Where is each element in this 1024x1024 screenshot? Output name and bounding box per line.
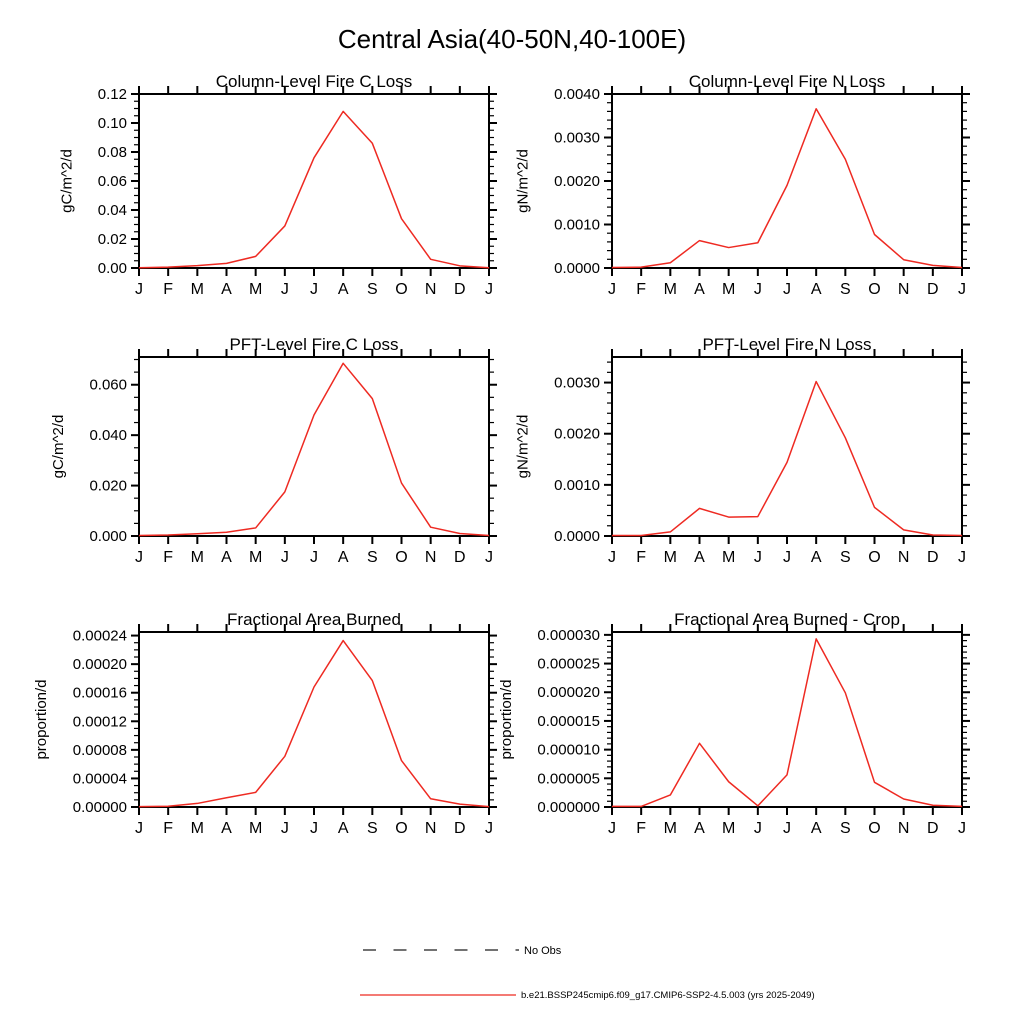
- x-tick-label: A: [337, 281, 349, 298]
- x-tick-label: J: [310, 549, 318, 566]
- page-title: Central Asia(40-50N,40-100E): [337, 24, 687, 54]
- x-tick-label: J: [135, 281, 143, 298]
- x-tick-label: D: [454, 820, 466, 837]
- x-tick-label: M: [663, 549, 677, 566]
- x-tick-label: S: [366, 549, 378, 566]
- x-tick-label: J: [135, 549, 143, 566]
- x-tick-label: J: [280, 549, 289, 566]
- x-tick-label: N: [424, 549, 437, 566]
- x-tick-label: O: [868, 549, 881, 566]
- x-tick-label: D: [927, 281, 939, 298]
- y-tick-label: 0.0010: [554, 216, 600, 234]
- subplot-title: PFT-Level Fire N Loss: [702, 335, 872, 354]
- y-tick-label: 0.08: [97, 144, 127, 161]
- x-tick-label: J: [485, 281, 493, 298]
- series-line: [612, 639, 962, 807]
- x-tick-label: D: [927, 549, 939, 566]
- y-tick-label: 0.00000: [72, 799, 127, 816]
- x-tick-label: S: [366, 281, 378, 298]
- x-tick-label: A: [810, 820, 822, 837]
- x-tick-label: J: [753, 820, 762, 837]
- x-tick-label: O: [868, 281, 881, 298]
- plot-frame: [612, 94, 962, 268]
- x-tick-label: A: [221, 549, 232, 566]
- x-tick-label: O: [395, 281, 408, 298]
- subplot-title: Column-Level Fire N Loss: [688, 72, 886, 91]
- subplot-4: [33, 610, 497, 837]
- x-tick-label: A: [337, 820, 349, 837]
- x-tick-label: A: [221, 820, 232, 837]
- x-tick-label: J: [958, 281, 966, 298]
- x-tick-label: M: [190, 281, 204, 298]
- y-tick-label: 0.0040: [554, 86, 600, 103]
- subplot-1: [515, 72, 970, 298]
- y-tick-label: 0.000010: [537, 741, 600, 759]
- no-obs-label: No Obs: [524, 945, 562, 957]
- x-tick-label: J: [753, 549, 762, 566]
- x-tick-label: O: [395, 549, 408, 566]
- y-axis-unit-label: gN/m^2/d: [514, 149, 532, 213]
- plot-frame: [612, 632, 962, 807]
- y-tick-label: 0.000000: [537, 799, 600, 816]
- subplot-5: [498, 610, 970, 837]
- x-tick-label: J: [135, 820, 143, 837]
- x-tick-label: S: [839, 820, 851, 837]
- x-tick-label: J: [485, 549, 493, 566]
- x-tick-label: F: [163, 549, 174, 566]
- x-tick-label: S: [839, 281, 851, 298]
- x-tick-label: M: [249, 281, 263, 298]
- y-tick-label: 0.0000: [554, 528, 600, 545]
- y-tick-label: 0.000005: [537, 770, 600, 788]
- model-series-label: b.e21.BSSP245cmip6.f09_g17.CMIP6-SSP2-4.5.003 (yrs 2025-2049): [521, 990, 815, 1001]
- y-tick-label: 0.10: [97, 115, 127, 132]
- y-tick-label: 0.0030: [554, 374, 600, 392]
- x-tick-label: O: [868, 820, 881, 837]
- x-tick-label: D: [454, 281, 466, 298]
- x-tick-label: J: [783, 549, 791, 566]
- subplot-0: [58, 72, 497, 298]
- y-tick-label: 0.04: [97, 202, 127, 219]
- series-line: [612, 109, 962, 268]
- y-tick-label: 0.040: [89, 427, 127, 445]
- x-tick-label: A: [694, 820, 705, 837]
- x-tick-label: J: [280, 820, 289, 837]
- x-tick-label: N: [897, 820, 910, 837]
- x-tick-label: J: [783, 281, 791, 298]
- plot-frame: [139, 357, 489, 536]
- y-tick-label: 0.0000: [554, 260, 600, 277]
- plot-frame: [139, 632, 489, 807]
- x-tick-label: F: [163, 281, 174, 298]
- y-tick-label: 0.020: [89, 477, 127, 495]
- x-tick-label: M: [663, 281, 677, 298]
- x-tick-label: J: [310, 281, 318, 298]
- x-tick-label: J: [310, 820, 318, 837]
- y-tick-label: 0.000: [89, 528, 127, 545]
- y-axis-unit-label: gN/m^2/d: [514, 414, 532, 479]
- x-tick-label: M: [249, 549, 263, 566]
- x-tick-label: N: [424, 820, 437, 837]
- y-tick-label: 0.000020: [537, 684, 600, 702]
- x-tick-label: J: [783, 820, 791, 837]
- subplot-2: [50, 335, 497, 566]
- x-tick-label: A: [337, 549, 349, 566]
- y-tick-label: 0.00020: [72, 656, 127, 674]
- x-tick-label: M: [722, 549, 736, 566]
- x-tick-label: M: [249, 820, 263, 837]
- y-tick-label: 0.00024: [72, 627, 127, 645]
- series-line: [612, 382, 962, 536]
- x-tick-label: F: [636, 281, 647, 298]
- y-axis-unit-label: proportion/d: [497, 679, 515, 760]
- x-tick-label: J: [608, 281, 616, 298]
- x-tick-label: S: [839, 549, 851, 566]
- x-tick-label: J: [280, 281, 289, 298]
- plot-frame: [612, 357, 962, 536]
- y-tick-label: 0.000030: [537, 626, 600, 644]
- x-tick-label: N: [424, 281, 437, 298]
- y-tick-label: 0.00: [97, 260, 127, 277]
- x-tick-label: F: [636, 820, 647, 837]
- y-tick-label: 0.0030: [554, 129, 600, 147]
- x-tick-label: A: [694, 549, 705, 566]
- x-tick-label: J: [485, 820, 493, 837]
- plot-frame: [139, 94, 489, 268]
- y-tick-label: 0.00008: [72, 741, 127, 759]
- series-line: [139, 641, 489, 807]
- y-tick-label: 0.060: [89, 376, 127, 394]
- x-tick-label: M: [722, 281, 736, 298]
- x-tick-label: M: [663, 820, 677, 837]
- y-tick-label: 0.00012: [72, 713, 127, 731]
- x-tick-label: N: [897, 549, 910, 566]
- x-tick-label: J: [958, 820, 966, 837]
- y-tick-label: 0.06: [97, 173, 127, 190]
- legend: [360, 945, 815, 1001]
- x-tick-label: M: [722, 820, 736, 837]
- x-tick-label: J: [608, 549, 616, 566]
- x-tick-label: J: [753, 281, 762, 298]
- x-tick-label: O: [395, 820, 408, 837]
- x-tick-label: S: [366, 820, 378, 837]
- y-axis-unit-label: gC/m^2/d: [58, 149, 76, 213]
- y-tick-label: 0.00004: [72, 770, 127, 788]
- x-tick-label: A: [221, 281, 232, 298]
- subplots-group: [33, 72, 970, 837]
- y-tick-label: 0.00016: [72, 684, 127, 702]
- subplot-3: [515, 335, 970, 566]
- x-tick-label: M: [190, 820, 204, 837]
- subplot-title: Column-Level Fire C Loss: [215, 72, 413, 91]
- y-tick-label: 0.12: [97, 86, 127, 103]
- x-tick-label: N: [897, 281, 910, 298]
- y-axis-unit-label: proportion/d: [33, 679, 51, 760]
- x-tick-label: J: [958, 549, 966, 566]
- x-tick-label: D: [454, 549, 466, 566]
- y-tick-label: 0.0020: [554, 425, 600, 443]
- x-tick-label: F: [636, 549, 647, 566]
- x-tick-label: A: [810, 281, 822, 298]
- y-axis-unit-label: gC/m^2/d: [50, 414, 67, 479]
- y-tick-label: 0.02: [97, 231, 127, 248]
- x-tick-label: D: [927, 820, 939, 837]
- y-tick-label: 0.0010: [554, 476, 600, 494]
- x-tick-label: J: [608, 820, 616, 837]
- y-tick-label: 0.0020: [554, 173, 600, 190]
- subplot-title: Fractional Area Burned: [227, 610, 401, 629]
- x-tick-label: F: [163, 820, 174, 837]
- subplot-title: PFT-Level Fire C Loss: [229, 335, 399, 354]
- subplot-title: Fractional Area Burned - Crop: [674, 610, 900, 629]
- series-line: [139, 363, 489, 535]
- y-tick-label: 0.000025: [537, 655, 600, 673]
- y-tick-label: 0.000015: [537, 712, 600, 730]
- x-tick-label: A: [694, 281, 705, 298]
- series-line: [139, 111, 489, 267]
- x-tick-label: M: [190, 549, 204, 566]
- x-tick-label: A: [810, 549, 822, 566]
